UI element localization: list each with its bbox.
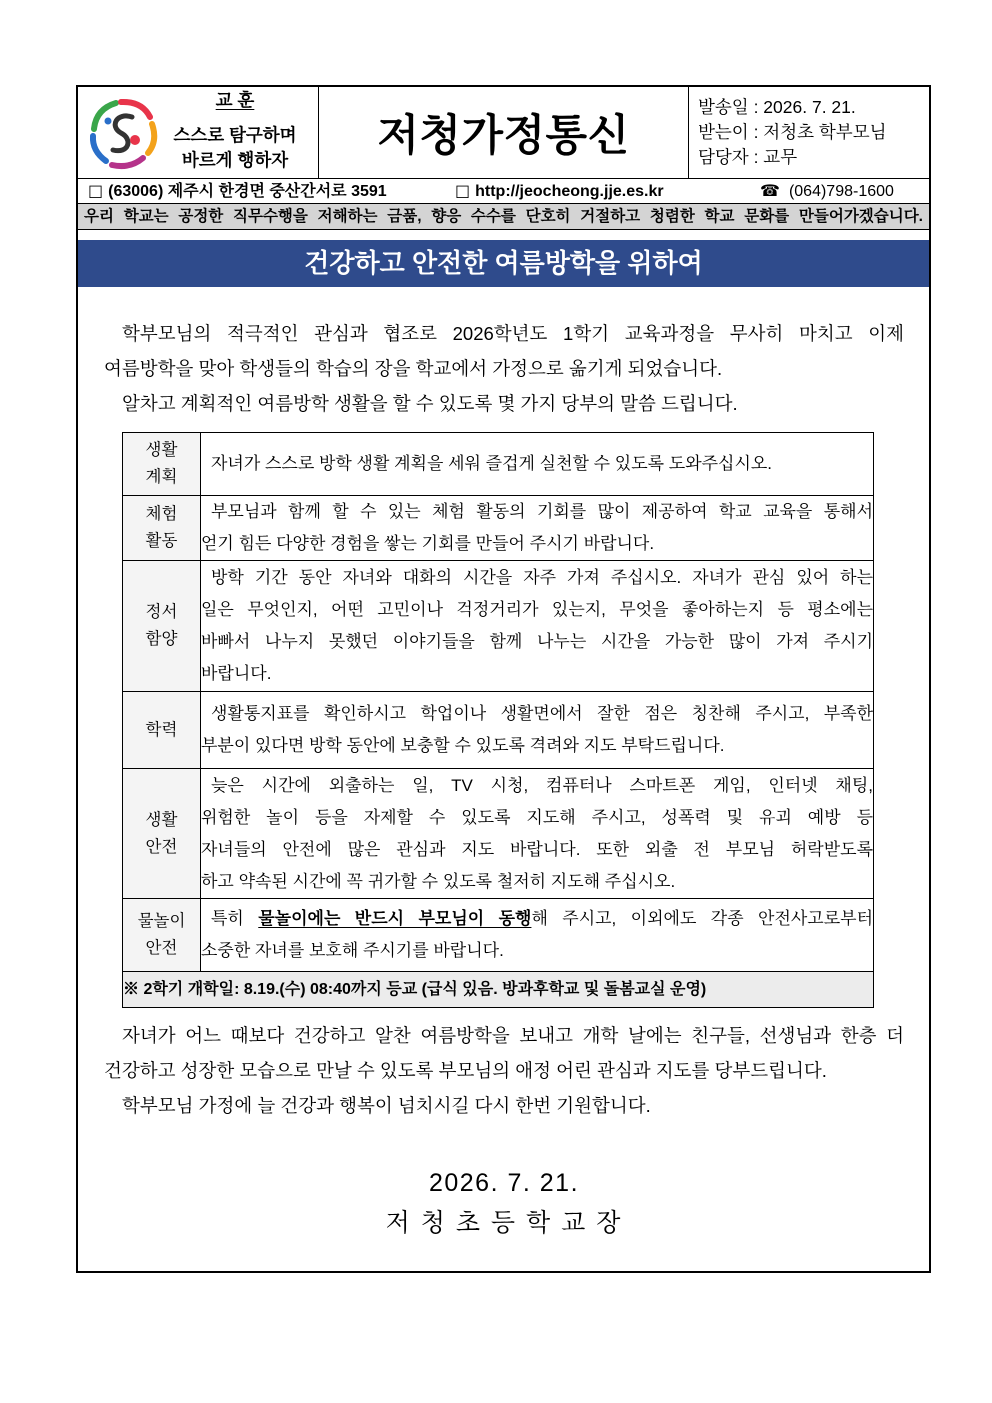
emphasized-text: 물놀이에는 반드시 부모님이 동행 <box>258 909 532 928</box>
newsletter-title: 저청가정통신 <box>377 112 630 160</box>
content-line: 위험한 놀이 등을 자제할 수 있도록 지도해 주시고, 성폭력 및 유괴 예방 등 <box>201 807 873 827</box>
row-label <box>123 899 201 972</box>
header-row <box>78 87 929 179</box>
title-cell <box>319 87 689 178</box>
content-line: 늦은 시간에 외출하는 일, TV 시청, 컴퓨터나 스마트폰 게임, 인터넷 채팅, <box>211 775 873 795</box>
square-bullet-icon: □ <box>88 181 104 200</box>
table-row <box>123 561 874 692</box>
row-content <box>201 769 874 899</box>
square-bullet-icon: □ <box>455 181 471 200</box>
school-phone <box>760 179 894 204</box>
row-label-line: 정서 <box>145 603 178 621</box>
motto-line: 바르게 행하자 <box>181 150 289 170</box>
issue-date: 발송일 : 2026. 7. 21. <box>698 97 856 117</box>
content-line: 일은 무엇인지, 어떤 고민이나 걱정거리가 있는지, 무엇을 좋아하는지 등 평소에는 <box>201 600 873 619</box>
content-line: 하고 약속된 시간에 꼭 귀가할 수 있도록 철저히 지도해 주십시오. <box>201 871 676 891</box>
content-line: 소중한 자녀를 보호해 주시기를 바랍니다. <box>201 941 504 960</box>
row-content <box>201 561 874 692</box>
table-row <box>123 972 874 1008</box>
row-label <box>123 561 201 692</box>
newsletter-frame <box>76 85 931 1273</box>
contact-row <box>78 179 929 204</box>
content-line: 자녀가 스스로 방학 생활 계획을 세워 즐겁게 실천할 수 있도록 도와주십시오. <box>211 454 773 473</box>
row-label-line: 계획 <box>145 468 178 486</box>
paragraph-line: 자녀가 어느 때보다 건강하고 알찬 여름방학을 보내고 개학 날에는 친구들, 선생님과 한층 더 <box>122 1025 904 1046</box>
content-line <box>201 903 873 935</box>
content-line: 바랍니다. <box>201 664 272 683</box>
closing-paragraphs <box>104 1018 904 1123</box>
row-label-line: 물놀이 <box>137 912 186 930</box>
row-label <box>123 433 201 496</box>
row-label <box>123 496 201 561</box>
integrity-notice: 우리 학교는 공정한 직무수행을 저해하는 금품, 향응 수수를 단호히 거절하고 청렴한 학교 문화를 만들어가겠습니다. <box>78 204 929 230</box>
row-content <box>201 899 874 972</box>
row-content <box>201 433 874 496</box>
row-label-line: 활동 <box>145 532 178 550</box>
content-text: 해 주시고, 이외에도 각종 안전사고로부터 <box>531 909 874 928</box>
content-line: 생활통지표를 확인하시고 학업이나 생활면에서 잘한 점은 칭찬해 주시고, 부족한 <box>211 704 873 723</box>
school-address <box>88 179 387 204</box>
row-label <box>123 769 201 899</box>
row-content <box>201 692 874 769</box>
row-label-line: 생활 <box>145 810 178 829</box>
table-row <box>123 433 874 496</box>
row-label-line: 생활 <box>145 441 178 459</box>
content-line: 자녀들의 안전에 많은 관심과 지도 바랍니다. 또한 외출 전 부모님 허락받도록 <box>201 839 873 859</box>
address-text: (63006) 제주시 한경면 중산간서로 3591 <box>108 183 387 200</box>
guidelines-table <box>122 432 874 1008</box>
row-label <box>123 692 201 769</box>
paragraph-line: 학부모님 가정에 늘 건강과 행복이 넘치시길 다시 한번 기원합니다. <box>122 1095 651 1116</box>
second-semester-notice: ※ 2학기 개학일: 8.19.(수) 08:40까지 등교 (급식 있음. 방과후학교 및 돌봄교실 운영) <box>123 972 874 1008</box>
paragraph-line: 알차고 계획적인 여름방학 생활을 할 수 있도록 몇 가지 당부의 말씀 드립니다. <box>122 393 738 414</box>
phone-icon: ☎ <box>760 181 780 200</box>
recipient: 받는이 : 저청초 학부모님 <box>698 122 887 142</box>
row-label-line: 함양 <box>145 630 178 648</box>
content-line: 방학 기간 동안 자녀와 대화의 시간을 자주 가져 주십시오. 자녀가 관심 있어 하는 <box>211 568 873 587</box>
content-line: 부모님과 함께 할 수 있는 체험 활동의 기회를 많이 제공하여 학교 교육을 통해서 <box>211 502 873 521</box>
content-line: 바빠서 나누지 못했던 이야기들을 함께 나누는 시간을 가능한 많이 가져 주시기 <box>201 632 873 651</box>
issue-info-cell <box>689 87 929 178</box>
row-label-line: 안전 <box>145 837 178 856</box>
table-row <box>123 769 874 899</box>
letter-body <box>78 316 929 1243</box>
intro-paragraphs <box>104 316 904 421</box>
motto-line: 스스로 탐구하며 <box>173 125 297 145</box>
row-label-line: 학력 <box>145 720 178 739</box>
table-row <box>123 692 874 769</box>
content-text: 특히 <box>211 909 259 928</box>
table-row <box>123 496 874 561</box>
paragraph-line: 학부모님의 적극적인 관심과 협조로 2026학년도 1학기 교육과정을 무사히 마치고 이제 <box>122 323 904 344</box>
school-logo <box>80 95 162 173</box>
website-text: http://jeocheong.jje.es.kr <box>475 183 664 200</box>
person-in-charge: 담당자 : 교무 <box>698 147 798 167</box>
paragraph-line: 여름방학을 맞아 학생들의 학습의 장을 학교에서 가정으로 옮기게 되었습니다. <box>104 358 723 379</box>
row-content <box>201 496 874 561</box>
section-banner: 건강하고 안전한 여름방학을 위하여 <box>78 240 929 287</box>
school-motto-cell <box>78 87 319 178</box>
school-website <box>455 179 664 204</box>
row-label-line: 체험 <box>145 505 178 523</box>
motto-title: 교 훈 <box>215 90 255 110</box>
content-line: 부분이 있다면 방학 동안에 보충할 수 있도록 격려와 지도 부탁드립니다. <box>201 736 725 755</box>
signature: 저 청 초 등 학 교 장 <box>385 1209 623 1237</box>
letter-date: 2026. 7. 21. <box>428 1169 580 1197</box>
paragraph-line: 건강하고 성장한 모습으로 만날 수 있도록 부모님의 애정 어린 관심과 지도를 당부드립니다. <box>104 1060 827 1081</box>
content-line: 얻기 힘든 다양한 경험을 쌓는 기회를 만들어 주시기 바랍니다. <box>201 534 655 553</box>
phone-text: (064)798-1600 <box>788 183 894 200</box>
row-label-line: 안전 <box>145 939 178 957</box>
table-row <box>123 899 874 972</box>
